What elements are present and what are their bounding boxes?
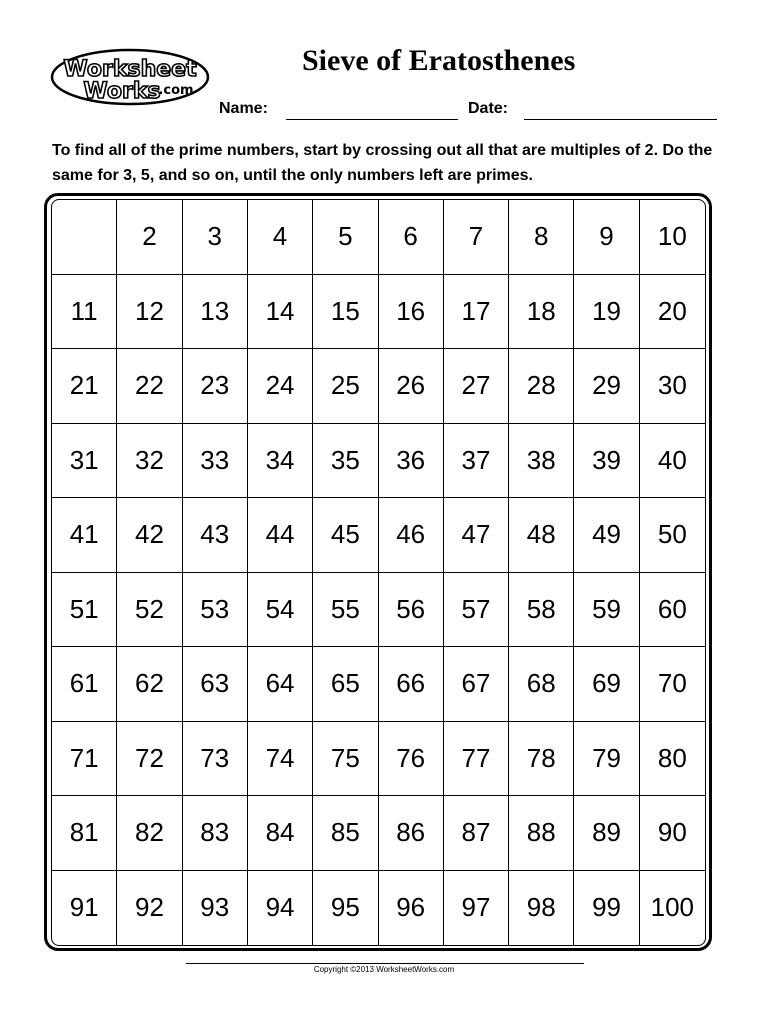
grid-cell[interactable]: 53	[183, 573, 248, 648]
grid-cell[interactable]: 85	[313, 796, 378, 871]
name-label: Name:	[219, 100, 268, 117]
grid-cell[interactable]: 9	[574, 200, 639, 275]
grid-cell[interactable]: 65	[313, 647, 378, 722]
grid-cell[interactable]: 57	[444, 573, 509, 648]
grid-cell[interactable]: 37	[444, 424, 509, 499]
grid-cell[interactable]: 27	[444, 349, 509, 424]
grid-cell[interactable]: 67	[444, 647, 509, 722]
grid-cell[interactable]: 44	[248, 498, 313, 573]
grid-cell[interactable]: 83	[183, 796, 248, 871]
grid-cell[interactable]: 43	[183, 498, 248, 573]
footer-divider	[186, 963, 584, 964]
grid-cell[interactable]: 7	[444, 200, 509, 275]
date-label: Date:	[468, 100, 509, 117]
grid-cell[interactable]: 16	[379, 275, 444, 350]
grid-cell[interactable]: 70	[640, 647, 705, 722]
grid-cell[interactable]: 46	[379, 498, 444, 573]
copyright: Copyright ©2013 WorksheetWorks.com	[313, 965, 455, 974]
grid-cell[interactable]: 42	[117, 498, 182, 573]
grid-cell[interactable]: 79	[574, 722, 639, 797]
grid-cell[interactable]: 95	[313, 871, 378, 946]
grid-cell[interactable]: 98	[509, 871, 574, 946]
grid-cell[interactable]: 73	[183, 722, 248, 797]
grid-cell[interactable]: 100	[650, 892, 695, 923]
grid-cell[interactable]: 52	[117, 573, 182, 648]
grid-cell[interactable]: 99	[574, 871, 639, 946]
grid-cell[interactable]: 66	[379, 647, 444, 722]
grid-cell[interactable]	[52, 200, 117, 275]
grid-cell[interactable]: 5	[313, 200, 378, 275]
grid-cell[interactable]: 2	[117, 200, 182, 275]
grid-cell[interactable]: 49	[574, 498, 639, 573]
grid-cell[interactable]: 41	[52, 498, 117, 573]
grid-cell[interactable]: 23	[183, 349, 248, 424]
number-grid	[51, 199, 706, 946]
grid-cell[interactable]: 80	[640, 722, 705, 797]
grid-cell[interactable]: 33	[183, 424, 248, 499]
logo-line1: Worksheet	[63, 57, 197, 82]
grid-cell[interactable]: 45	[313, 498, 378, 573]
grid-cell[interactable]: 6	[379, 200, 444, 275]
grid-cell[interactable]: 20	[640, 275, 705, 350]
logo-line2: Works	[83, 79, 161, 104]
grid-cell[interactable]: 78	[509, 722, 574, 797]
grid-cell[interactable]: 63	[183, 647, 248, 722]
page-title: Sieve of Eratosthenes	[302, 44, 576, 77]
grid-cell[interactable]: 34	[248, 424, 313, 499]
grid-cell[interactable]: 56	[379, 573, 444, 648]
grid-cell[interactable]: 81	[52, 796, 117, 871]
grid-cell[interactable]: 89	[574, 796, 639, 871]
grid-cell[interactable]: 75	[313, 722, 378, 797]
grid-cell[interactable]: 74	[248, 722, 313, 797]
grid-cell[interactable]: 24	[248, 349, 313, 424]
grid-cell[interactable]: 36	[379, 424, 444, 499]
grid-cell[interactable]: 51	[52, 573, 117, 648]
grid-cell[interactable]: 86	[379, 796, 444, 871]
grid-cell[interactable]: 22	[117, 349, 182, 424]
grid-cell[interactable]: 93	[183, 871, 248, 946]
grid-cell[interactable]: 91	[52, 871, 117, 946]
grid-cell[interactable]: 39	[574, 424, 639, 499]
grid-cell[interactable]: 29	[574, 349, 639, 424]
grid-cell[interactable]: 18	[509, 275, 574, 350]
grid-cell[interactable]: 30	[640, 349, 705, 424]
grid-cell[interactable]: 71	[52, 722, 117, 797]
date-field[interactable]	[524, 119, 717, 120]
grid-cell[interactable]: 77	[444, 722, 509, 797]
grid-cell[interactable]: 92	[117, 871, 182, 946]
grid-cell[interactable]: 61	[52, 647, 117, 722]
grid-cell[interactable]: 17	[444, 275, 509, 350]
worksheetworks-logo	[50, 48, 210, 106]
grid-cell[interactable]: 28	[509, 349, 574, 424]
grid-cell[interactable]: 13	[183, 275, 248, 350]
grid-cell[interactable]: 87	[444, 796, 509, 871]
grid-cell[interactable]: 82	[117, 796, 182, 871]
grid-cell[interactable]: 54	[248, 573, 313, 648]
grid-cell[interactable]: 62	[117, 647, 182, 722]
grid-cell[interactable]: 3	[183, 200, 248, 275]
grid-cell[interactable]: 84	[248, 796, 313, 871]
grid-cell[interactable]: 25	[313, 349, 378, 424]
grid-cell[interactable]: 88	[509, 796, 574, 871]
grid-cell[interactable]: 15	[313, 275, 378, 350]
grid-cell[interactable]: 90	[640, 796, 705, 871]
grid-cell[interactable]: 14	[248, 275, 313, 350]
grid-cell[interactable]: 60	[640, 573, 705, 648]
grid-cell[interactable]: 47	[444, 498, 509, 573]
grid-cell[interactable]: 68	[509, 647, 574, 722]
grid-cell[interactable]: 59	[574, 573, 639, 648]
grid-cell[interactable]: 48	[509, 498, 574, 573]
grid-cell[interactable]: 64	[248, 647, 313, 722]
grid-cell[interactable]: 38	[509, 424, 574, 499]
grid-cell[interactable]: 40	[640, 424, 705, 499]
name-field[interactable]	[286, 119, 458, 120]
grid-cell[interactable]: 35	[313, 424, 378, 499]
grid-cell[interactable]: 32	[117, 424, 182, 499]
grid-cell[interactable]: 10	[640, 200, 705, 275]
grid-cell[interactable]: 55	[313, 573, 378, 648]
grid-cell[interactable]: 4	[248, 200, 313, 275]
grid-cell[interactable]: 96	[379, 871, 444, 946]
grid-cell[interactable]: 50	[640, 498, 705, 573]
grid-cell[interactable]: 94	[248, 871, 313, 946]
grid-cell[interactable]: 11	[52, 275, 117, 350]
logo-suffix: .com	[158, 83, 194, 98]
grid-cell[interactable]: 26	[379, 349, 444, 424]
grid-cell[interactable]: 76	[379, 722, 444, 797]
grid-cell[interactable]: 58	[509, 573, 574, 648]
grid-cell[interactable]: 69	[574, 647, 639, 722]
instructions: To find all of the prime numbers, start by crossing out all that are multiples of 2. Do the same for 3, 5, and so on, until the only numbers left are primes.	[52, 142, 713, 184]
grid-cell[interactable]: 31	[52, 424, 117, 499]
grid-cell[interactable]: 21	[52, 349, 117, 424]
grid-cell[interactable]: 8	[509, 200, 574, 275]
grid-cell[interactable]: 72	[117, 722, 182, 797]
grid-cell[interactable]: 97	[444, 871, 509, 946]
grid-cell[interactable]: 19	[574, 275, 639, 350]
grid-cell[interactable]: 12	[117, 275, 182, 350]
